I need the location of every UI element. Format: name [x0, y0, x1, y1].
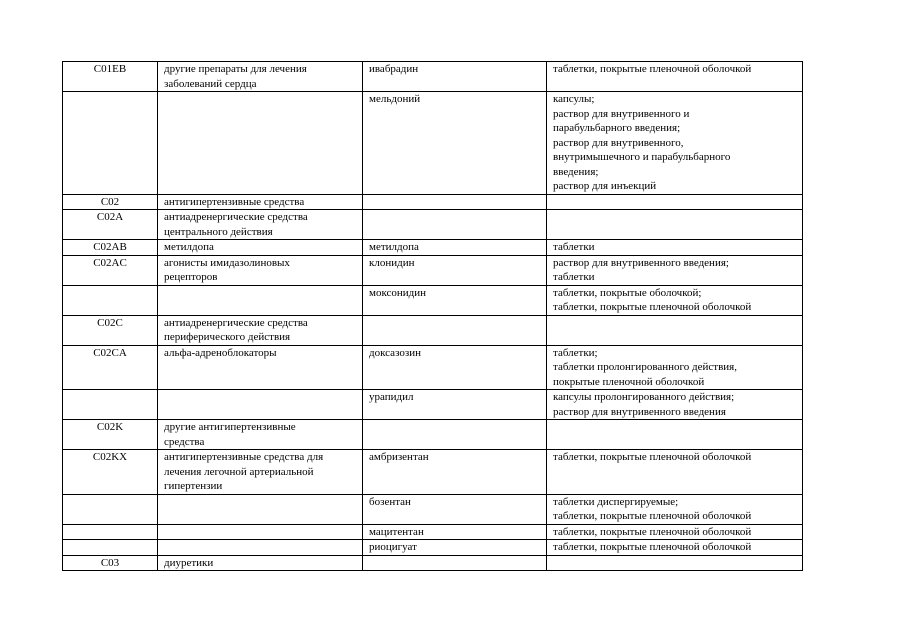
drug-name-cell: бозентан [363, 494, 547, 524]
table-row [63, 540, 803, 556]
group-cell [158, 345, 363, 390]
group-cell [158, 524, 363, 540]
dosage-form-line: таблетки, покрытые пленочной оболочкой [553, 301, 752, 313]
table-row [63, 255, 803, 285]
table-row [63, 240, 803, 256]
dosage-form-line: капсулы пролонгированного действия; [553, 391, 735, 403]
group-line: заболеваний сердца [164, 77, 257, 90]
group-cell [158, 555, 363, 571]
group-cell [158, 450, 363, 495]
dosage-forms-cell [547, 540, 803, 556]
group-line: агонисты имидазолиновых [164, 256, 290, 269]
dosage-forms-cell [547, 62, 803, 92]
group-line: антигипертензивные средства [164, 195, 305, 208]
dosage-form-line: капсулы; [553, 93, 595, 105]
dosage-form-line: таблетки, покрытые пленочной оболочкой [553, 541, 752, 553]
atc-code-cell: C02AC [63, 255, 158, 285]
dosage-form-line: раствор для внутривенного введения [553, 405, 726, 418]
atc-code-cell: C02K [63, 420, 158, 450]
dosage-forms-cell [547, 555, 803, 571]
atc-code-cell [63, 92, 158, 195]
dosage-forms-cell [547, 345, 803, 390]
group-line: антигипертензивные средства для [164, 451, 324, 463]
table-row [63, 420, 803, 450]
table-row [63, 345, 803, 390]
drug-name-cell: ивабрадин [363, 62, 547, 92]
atc-code-cell [63, 540, 158, 556]
dosage-forms-cell [547, 524, 803, 540]
dosage-form-line: покрытые пленочной оболочкой [553, 375, 705, 388]
group-cell [158, 540, 363, 556]
dosage-form-line: раствор для инъекций [553, 180, 657, 192]
dosage-form-line: таблетки [553, 241, 595, 253]
drug-name-cell: урапидил [363, 390, 547, 420]
dosage-forms-cell [547, 450, 803, 495]
dosage-forms-cell [547, 285, 803, 315]
table-row [63, 555, 803, 571]
table-body [63, 62, 803, 571]
dosage-forms-cell [547, 420, 803, 450]
atc-code-cell: C02 [63, 194, 158, 210]
group-cell [158, 420, 363, 450]
dosage-forms-cell [547, 494, 803, 524]
atc-code-cell: C02AB [63, 240, 158, 256]
group-cell [158, 285, 363, 315]
table-row [63, 285, 803, 315]
dosage-form-line: таблетки, покрытые пленочной оболочкой [553, 510, 752, 522]
group-line: антиадренергические средства [164, 316, 308, 329]
dosage-form-line: раствор для внутривенного, [553, 136, 684, 149]
atc-code-cell: C03 [63, 555, 158, 571]
dosage-forms-cell [547, 92, 803, 195]
table-row [63, 315, 803, 345]
drug-name-cell: риоцигуат [363, 540, 547, 556]
drug-name-cell: амбризентан [363, 450, 547, 495]
group-cell [158, 62, 363, 92]
dosage-form-line: таблетки; [553, 346, 598, 359]
dosage-form-line: таблетки диспергируемые; [553, 495, 679, 508]
table-row [63, 62, 803, 92]
dosage-form-line: таблетки пролонгированного действия, [553, 361, 737, 373]
drug-name-cell [363, 210, 547, 240]
drug-name-cell: доксазозин [363, 345, 547, 390]
table-row [63, 210, 803, 240]
atc-code-cell: C01EB [63, 62, 158, 92]
group-line: центрального действия [164, 225, 273, 238]
drug-name-cell: клонидин [363, 255, 547, 285]
dosage-form-line: таблетки, покрытые пленочной оболочкой [553, 525, 752, 538]
atc-code-cell: C02C [63, 315, 158, 345]
table-row [63, 494, 803, 524]
table-row [63, 92, 803, 195]
dosage-form-line: таблетки, покрытые пленочной оболочкой [553, 63, 752, 75]
group-cell [158, 210, 363, 240]
group-line: диуретики [164, 556, 214, 569]
drug-table [62, 61, 803, 571]
dosage-form-line: раствор для внутривенного и [553, 107, 690, 120]
dosage-forms-cell [547, 255, 803, 285]
drug-name-cell [363, 420, 547, 450]
drug-name-cell: метилдопа [363, 240, 547, 256]
drug-name-cell [363, 555, 547, 571]
atc-code-cell [63, 390, 158, 420]
group-line: другие антигипертензивные [164, 421, 296, 433]
dosage-forms-cell [547, 390, 803, 420]
atc-code-cell: C02A [63, 210, 158, 240]
dosage-form-line: раствор для внутривенного введения; [553, 256, 729, 269]
group-line: метилдопа [164, 241, 214, 253]
group-line: гипертензии [164, 480, 223, 492]
group-line: рецепторов [164, 271, 218, 283]
dosage-form-line: введения; [553, 165, 599, 178]
group-line: периферического действия [164, 331, 291, 343]
group-line: альфа-адреноблокаторы [164, 346, 277, 359]
atc-code-cell: C02KX [63, 450, 158, 495]
dosage-forms-cell [547, 315, 803, 345]
group-line: средства [164, 435, 205, 448]
drug-name-cell: мацитентан [363, 524, 547, 540]
dosage-form-line: парабульбарного введения; [553, 122, 681, 134]
atc-code-cell [63, 285, 158, 315]
group-cell [158, 494, 363, 524]
drug-name-cell: мельдоний [363, 92, 547, 195]
dosage-form-line: таблетки [553, 271, 595, 283]
group-line: другие препараты для лечения [164, 63, 307, 75]
table-row [63, 524, 803, 540]
group-cell [158, 315, 363, 345]
atc-code-cell [63, 524, 158, 540]
drug-name-cell [363, 315, 547, 345]
dosage-forms-cell [547, 210, 803, 240]
dosage-form-line: таблетки, покрытые пленочной оболочкой [553, 451, 752, 463]
group-line: лечения легочной артериальной [164, 465, 314, 478]
group-cell [158, 92, 363, 195]
dosage-form-line: внутримышечного и парабульбарного [553, 151, 731, 163]
group-cell [158, 240, 363, 256]
group-cell [158, 390, 363, 420]
table-row [63, 194, 803, 210]
dosage-form-line: таблетки, покрытые оболочкой; [553, 286, 702, 299]
group-line: антиадренергические средства [164, 211, 308, 223]
dosage-forms-cell [547, 194, 803, 210]
atc-code-cell: C02CA [63, 345, 158, 390]
group-cell [158, 194, 363, 210]
drug-name-cell: моксонидин [363, 285, 547, 315]
group-cell [158, 255, 363, 285]
drug-name-cell [363, 194, 547, 210]
table-row [63, 390, 803, 420]
table-row [63, 450, 803, 495]
atc-code-cell [63, 494, 158, 524]
dosage-forms-cell [547, 240, 803, 256]
